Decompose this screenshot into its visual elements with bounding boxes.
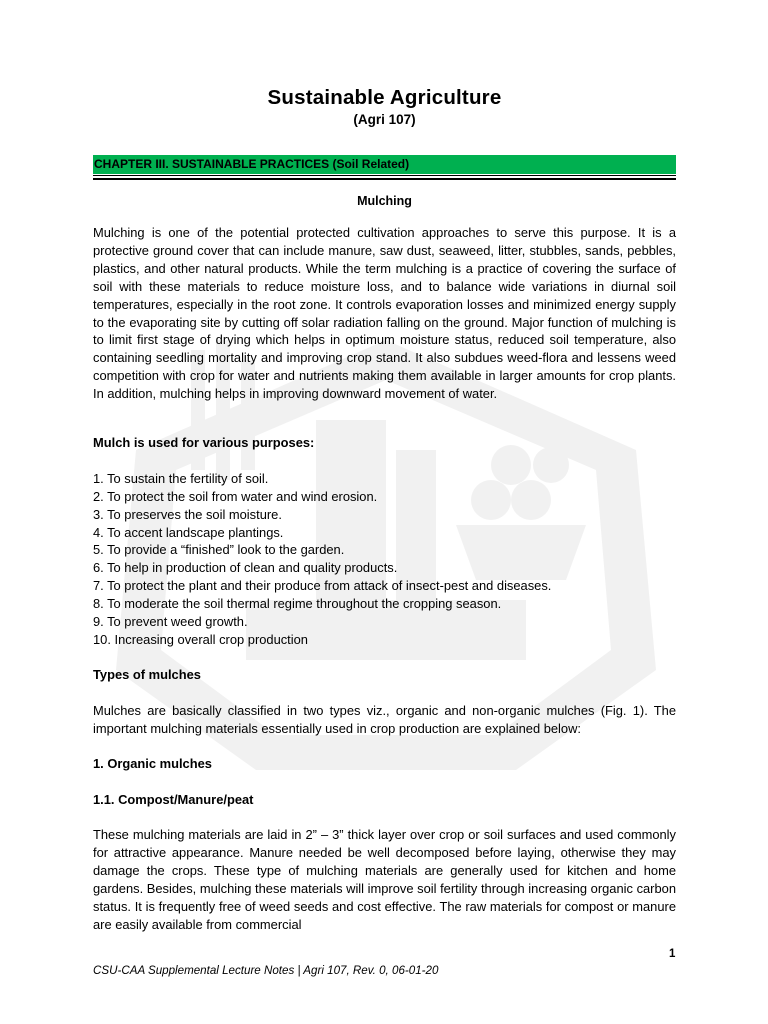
- list-item: 6. To help in production of clean and quality products.: [93, 560, 398, 576]
- list-item: 3. To preserves the soil moisture.: [93, 506, 282, 522]
- organic-heading: 1. Organic mulches: [93, 756, 212, 771]
- list-item: 8. To moderate the soil thermal regime throughout the cropping season.: [93, 595, 502, 611]
- page-footer: CSU-CAA Supplemental Lecture Notes | Agri 107, Rev. 0, 06-01-20: [93, 964, 439, 977]
- chapter-heading-bar: CHAPTER III. SUSTAINABLE PRACTICES (Soil Related): [93, 155, 676, 174]
- list-item: 2. To protect the soil from water and wind erosion.: [93, 488, 378, 504]
- divider-thin: [93, 175, 676, 176]
- purposes-heading: Mulch is used for various purposes:: [93, 435, 315, 450]
- list-item: 5. To provide a “finished” look to the garden.: [93, 542, 345, 558]
- list-item: 7. To protect the plant and their produce from attack of insect-pest and diseases.: [93, 578, 552, 594]
- compost-paragraph: These mulching materials are laid in 2” – 3” thick layer over crop or soil surfaces and used commonly for attractive appearance. Manure needed be well decomposed before laying, otherwise they may damage the crops. These type of mulching materials are generally used for kitchen and home gardens. Besides, mulching these materials will improve soil fertility through increasing organic carbon status. It is frequently free of weed seeds and cost effective. The raw materials for compost or manure are easily available from commercial: [93, 827, 676, 932]
- purposes-list: [93, 470, 676, 648]
- divider-thick: [93, 178, 676, 180]
- intro-paragraph: Mulching is one of the potential protected cultivation approaches to serve this purpose. It is a protective ground cover that can include manure, saw dust, seaweed, litter, stubbles, sands, pebbles, plastics, and other natural products. While the term mulching is a practice of covering the surface of soil with these materials to reduce moisture loss, and to balance wide variations in diurnal soil temperatures, especially in the root zone. It controls evaporation losses and minimized energy supply to the evaporating site by cutting off solar radiation falling on the ground. Major function of mulching is to limit first stage of drying which helps in optimum moisture status, reduced soil temperature, also containing seedling mortality and improving crop stand. It also subdues weed-flora and lessens weed competition with crop for water and nutrients making them available in larger amounts for crop plants. In addition, mulching helps in improving downward movement of water.: [93, 225, 676, 402]
- document-subtitle: (Agri 107): [353, 112, 416, 127]
- types-paragraph: Mulches are basically classified in two types viz., organic and non-organic mulches (Fig. 1). The important mulching materials essentially used in crop production are explained below:: [93, 703, 676, 736]
- list-item: 10. Increasing overall crop production: [93, 631, 308, 647]
- types-heading: Types of mulches: [93, 667, 201, 682]
- document-title: Sustainable Agriculture: [267, 86, 502, 109]
- section-heading-mulching: Mulching: [357, 194, 412, 208]
- page-number: 1: [669, 948, 676, 960]
- list-item: 4. To accent landscape plantings.: [93, 524, 284, 540]
- compost-heading: 1.1. Compost/Manure/peat: [93, 792, 254, 807]
- list-item: 1. To sustain the fertility of soil.: [93, 471, 269, 486]
- list-item: 9. To prevent weed growth.: [93, 613, 248, 629]
